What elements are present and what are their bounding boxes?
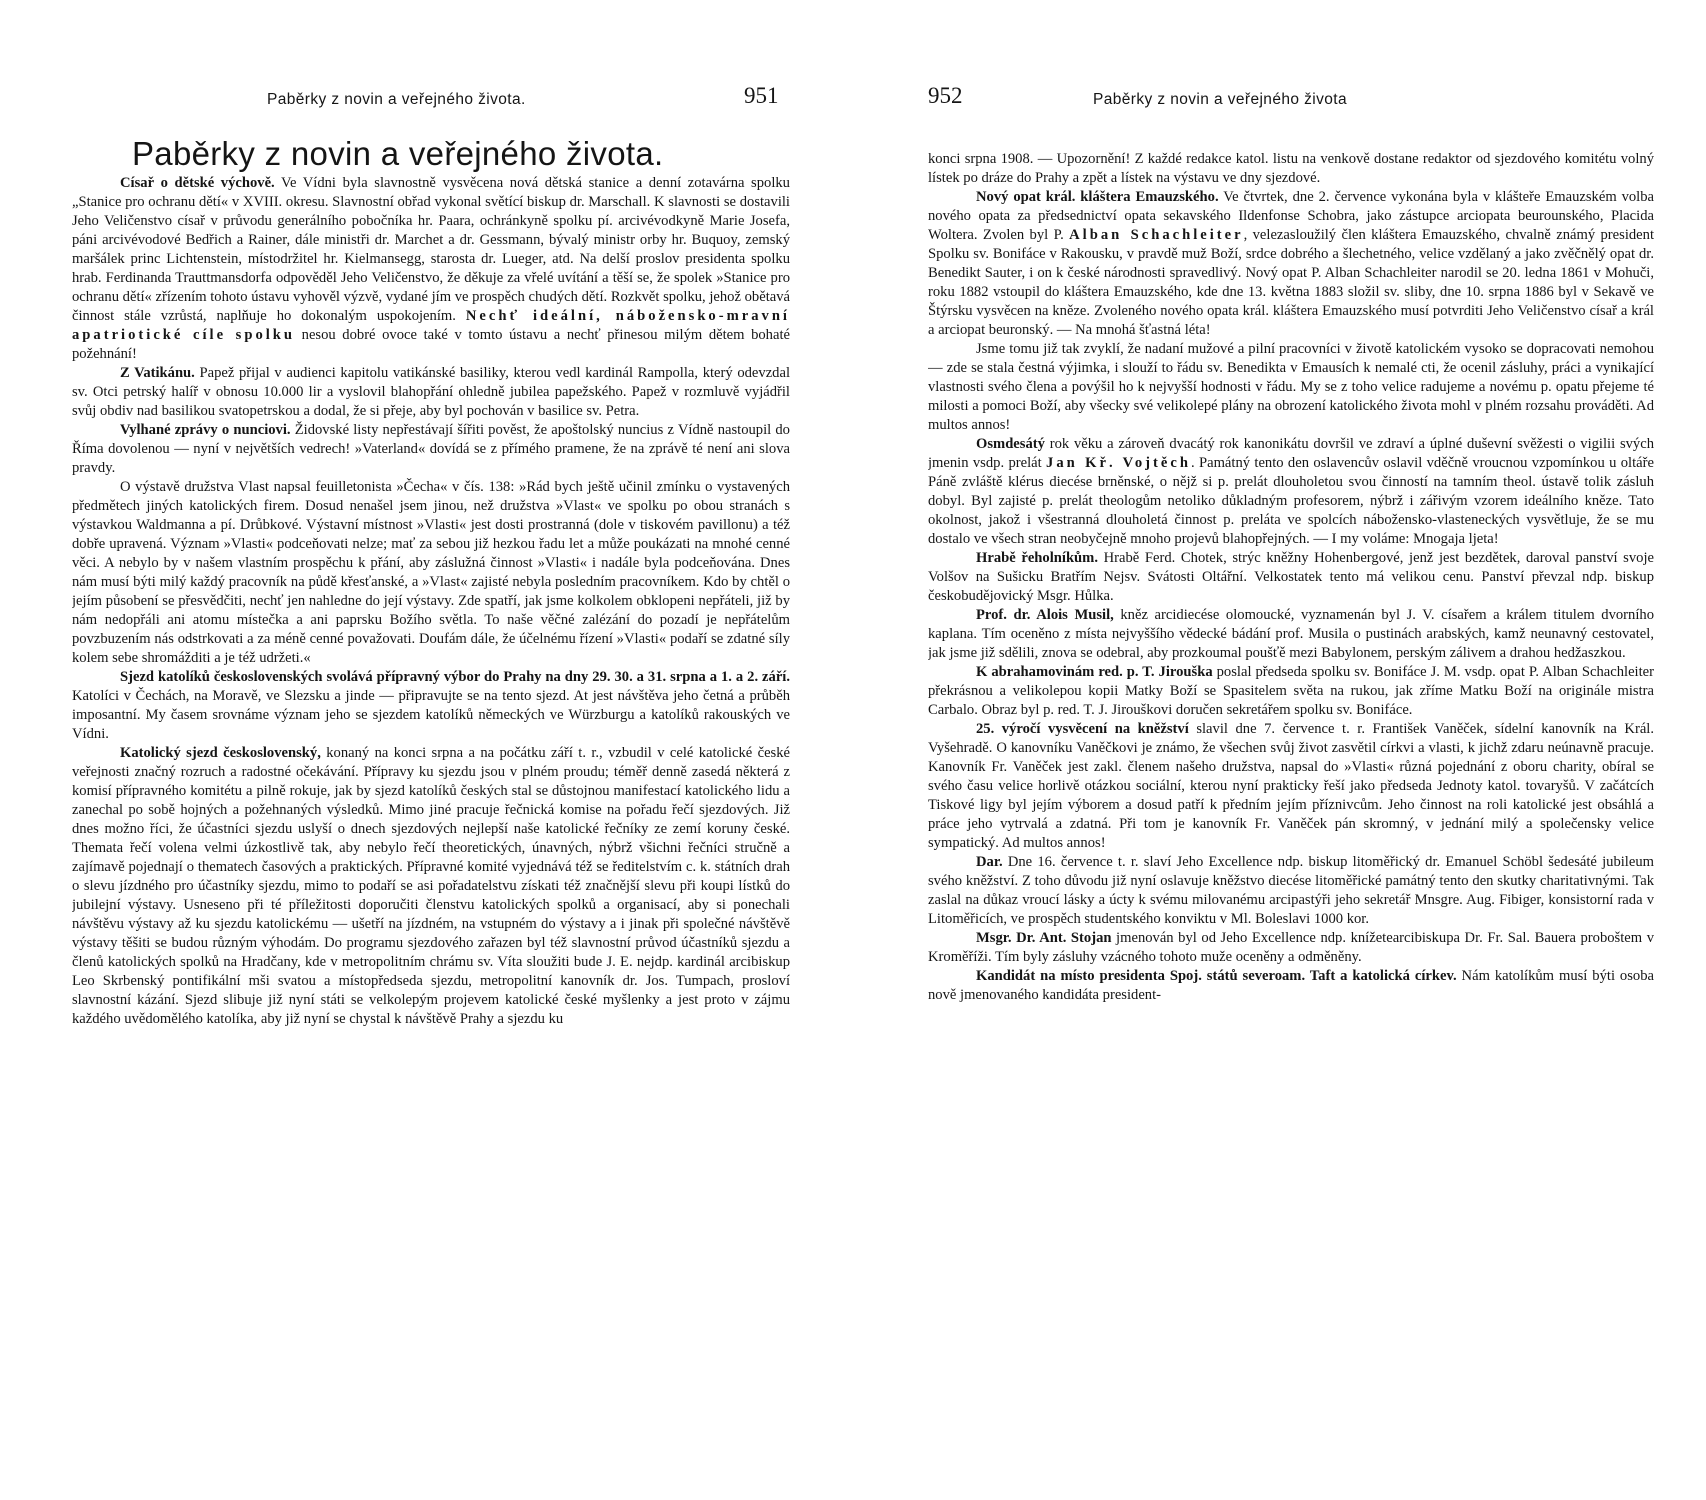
paragraph-text: Jsme tomu již tak zvyklí, že nadaní mužové a pilní pracovníci v životě katolickém vysoko se dopracovati nemohou — zde se stala čestná výjimka, i slouží to řádu sv. Benedikta v Emausích k nemalé cti, že ocenil zásluhy, práci a vynikající vlastnosti svého člena a povýšil ho k nejvyšší hodnosti v řádu. My se z toho velice radujeme a novému p. opatu přejeme té milosti a pomoci Boží, aby všecky své velikolepé plány na obrození katolického života mohl v plném rozsahu prováděti. Ad multos annos! <box>928 341 1654 433</box>
paragraph-novy-opat <box>928 188 1654 340</box>
paragraph-heading: Nový opat král. kláštera Emauzského. <box>976 189 1219 205</box>
paragraph-cisar <box>72 174 790 364</box>
paragraph-text: Židovské listy nepřestávají šířiti pověst, že apoštolský nuncius z Vídně nastoupil do Říma dovolenou — nyní v největších vedrech! »Vaterland« dovídá se z přímého pramene, že na zprávě té není ani slova pravdy. <box>72 422 790 476</box>
left-page-number: 951 <box>744 83 779 108</box>
paragraph-dar <box>928 853 1654 929</box>
paragraph-heading: Sjezd katolíků československých svolává přípravný výbor do Prahy na dny 29. 30. a 31. srpna a 1. a 2. září. <box>120 669 790 685</box>
paragraph-text: kněz arcidiecése olomoucké, vyznamenán byl J. V. císařem a králem titulem dvorního kaplana. Tím oceněno z místa nejvyššího vědecké bádání prof. Musila o pustinách arabských, kamž neunavný cestovatel, jak jsme již sdělili, znova se odebral, aby prozkoumal poušťě mezi Babylonem, perským zálivem a drahou hedžaszkou. <box>928 607 1654 661</box>
right-running-title: Paběrky z novin a veřejného života <box>1093 91 1347 108</box>
spaced-emphasis: Jan Kř. Vojtěch <box>1046 455 1191 471</box>
paragraph-text: Hrabě Ferd. Chotek, strýc kněžny Hohenbergové, jenž jest bezdětek, daroval panství svoje Volšov na Sušicku Bratřím Nejsv. Svátosti Oltářní. Velkostatek tento má velikou cenu. Panství převzal ndp. biskup českobudějovický Msgr. Hůlka. <box>928 550 1654 604</box>
paragraph-heading: Vylhané zprávy o nunciovi. <box>120 422 291 438</box>
paragraph-heading: Kandidát na místo presidenta Spoj. států severoam. Taft a katolická církev. <box>976 968 1457 984</box>
paragraph-musil <box>928 606 1654 663</box>
paragraph-vystava-vlast <box>72 478 790 668</box>
paragraph-text: Ve čtvrtek, dne 2. července vykonána byla v klášteře Emauzském volba nového opata za předsednictví opata sekavského Ildenfonse Schobra, jako zástupce arciopata beurounského, Placida Woltera. Zvolen byl P. <box>928 189 1654 243</box>
paragraph-text: Nám katolíkům musí býti osoba nově jmenovaného kandidáta president- <box>928 968 1654 1003</box>
right-page <box>853 0 1706 1500</box>
paragraph-text: slavil dne 7. července t. r. František Vaněček, sídelní kanovník na Král. Vyšehradě. O kanovníku Vaněčkovi je známo, že všechen svůj život zasvětil církvi a vlasti, k jichž zdaru neúnavně pracuje. Kanovník Fr. Vaněček jest zakl. členem našeho družstva, napsal do »Vlasti« různá pojednání z oboru charity, obíral se svého času velice horlivě otázkou sociální, kterou nyní prakticky řeší jako předseda Jednoty katol. tovaryšů. V začátcích Tiskové ligy byl jejím výborem a dosud patří k předním jejím příznivcům. Jeho činnost na roli katolické jest obsáhlá a práce jeho vytrvalá a zdatná. Při tom je kanovník Fr. Vaněček pán skromný, v jednání milý a společensky velice sympatický. Ad multos annos! <box>928 721 1654 851</box>
paragraph-stojan <box>928 929 1654 967</box>
article-title: Paběrky z novin a veřejného života. <box>132 135 664 172</box>
paragraph-text-tail: nesou dobré ovoce také v tomto ústavu a nechť přinesou milým dětem bohaté požehnání! <box>72 327 790 362</box>
spaced-emphasis: Nechť ideální, nábožensko-mravní apatriotické cíle spolku <box>72 308 790 343</box>
paragraph-taft <box>928 967 1654 1005</box>
paragraph-heading: Dar. <box>976 854 1003 870</box>
paragraph-text: rok věku a zároveň dvacátý rok kanonikátu dovršil ve zdraví a úplné duševní svěžesti o vigilii svých jmenin vsdp. prelát <box>928 436 1654 471</box>
paragraph-jirousek <box>928 663 1654 720</box>
paragraph-text: jmenován byl od Jeho Excellence ndp. knížetearcibiskupa Dr. Fr. Sal. Bauera proboštem v Kroměříži. Tím byly zásluhy vzácného tohoto muže oceněny a odměněny. <box>928 930 1654 965</box>
paragraph-text: konci srpna 1908. — Upozornění! Z každé redakce katol. listu na venkově dostane redaktor od sjezdového komitétu volný lístek po dráze do Prahy a zpět a lístek na výstavu ve dny sjezdové. <box>928 151 1654 186</box>
right-running-head <box>928 83 1648 119</box>
paragraph-vanecek <box>928 720 1654 853</box>
paragraph-text-tail: , velezasloužilý člen kláštera Emauzského, chvalně známý president Spolku sv. Bonifáce v Rakousku, v pravdě muž Boží, srdce dobrého a šlechetného, velice vzdělaný a jako zvěčnělý opat dr. Benedikt Sauter, i on k české národnosti spravedlivý. Nový opat P. Alban Schachleiter narodil se 20. ledna 1861 v Mohuči, roku 1882 vstoupil do kláštera Emauzského, kde dne 13. května 1883 složil sv. sliby, dne 10. srpna 1886 byl v Sekavě ve Štýrsku vysvěcen na kněze. Zvoleného nového opata král. kláštera Emauzského musí potvrditi Jeho Veličenstvo císař a král a arciopat beuronský. — Na mnohá šťastná léta! <box>928 227 1654 338</box>
paragraph-heading: Císař o dětské výchově. <box>120 175 275 191</box>
right-page-number: 952 <box>928 83 963 108</box>
paragraph-heading: Hrabě řeholníkům. <box>976 550 1098 566</box>
paragraph-heading: Msgr. Dr. Ant. Stojan <box>976 930 1112 946</box>
paragraph-text-tail: . Památný tento den oslavencův oslavil vděčně vroucnou vzpomínkou u oltáře Páně zvláště klérus diecése brněnské, o nějž si p. prelát dlouholetou svou činností na tamním theol. ústavě tolik zásluh dobyl. Byl zajisté p. prelát theologům netoliko důkladným profesorem, nýbrž i zářivým vzorem ideálního kněze. Tato okolnost, jakož i všestranná dlouholetá činnost p. preláta ve spolcích nábožensko-vlasteneckých vysvětluje, že se mu dostalo ve všech stran neobyčejně mnoho projevů blahopřejných. — I my voláme: Mnogaja ljeta! <box>928 455 1654 547</box>
paragraph-text: Papež přijal v audienci kapitolu vatikánské basiliky, kterou vedl kardinál Rampolla, který odevzdal sv. Otci petrský halíř v obnosu 10.000 lir a vyslovil blahopřání ohledně jubilea papežského. Papež v rozmluvě vyjádřil svůj obdiv nad basilikou svatopetrskou a dodal, že si přeje, aby byl pochován v basilice sv. Petra. <box>72 365 790 419</box>
paragraph-heading: Osmdesátý <box>976 436 1045 452</box>
right-text-column <box>928 150 1654 1480</box>
paragraph-heading: K abrahamovinám red. p. T. Jirouška <box>976 664 1213 680</box>
paragraph-sjezd-svolava <box>72 668 790 744</box>
paragraph-nuncius <box>72 421 790 478</box>
left-running-head <box>72 83 787 119</box>
paragraph-text: Ve Vídni byla slavnostně vysvěcena nová dětská stanice a denní zotavárna spolku „Stanice pro ochranu dětí« v XVIII. okresu. Slavnostní obřad vykonal světící biskup dr. Marschall. K slavnosti se dostavili Jeho Veličenstvo císař v průvodu generálního pobočníka hr. Paara, ochránkyně spolku pí. arcivévodkyně Marie Josefa, páni arcivévodové Bedřich a Rainer, dále ministři dr. Marchet a dr. Gessmann, bývalý ministr orby hr. Buquoy, zemský maršálek princ Lichtenstein, místodržitel hr. Kielmansegg, starosta dr. Lueger, atd. Na delší proslov presidenta spolku hrab. Ferdinanda Trauttmansdorfa odpověděl Jeho Veličenstvo, že děkuje za vřelé uvítání a těší se, že spolek »Stanice pro ochranu dětí« zřízením tohoto ústavu vyhověl výzvě, vydané jím ve prospěch chudých dětí. Rozkvět spolku, jehož obětavá činnost stále vzrůstá, naplňuje ho dokonalým uspokojením. <box>72 175 790 324</box>
paragraph-osmdesaty <box>928 435 1654 549</box>
paragraph-text: konaný na konci srpna a na počátku září t. r., vzbudil v celé katolické české veřejnosti značný rozruch a radostné očekávání. Přípravy ku sjezdu jsou v plném proudu; téměř denně zasedá některá z komisí přípravného komitétu a pilně rokuje, jak by sjezd katolíků českých stal se důstojnou manifestací katolického lidu a zanechal po sobě hojných a požehnaných výsledků. Mimo jiné pracuje řečnická komise na pořadu řečí sjezdových. Již dnes možno říci, že účastníci sjezdu uslyší o dnech sjezdových nejlepší naše katolické řečníky ze zemí koruny české. Themata řečí volena velmi úzkostlivě tak, aby nebylo řečí theoretických, únavných, nýbrž všichni řečníci stručně a zajímavě pojednají o thematech časových a praktických. Přípravné komité vyjednává též se ředitelstvím c. k. státních drah o slevu jízdného pro účastníky sjezdu, mimo to podaří se asi pořadatelstvu získati též značnější slevu při koupi lístků do jubilejní výstavy. Usneseno při té příležitosti doporučiti členstvu katolických spolků a organisací, aby si ponechali návštěvu výstavy až ku sjezdu katolickému — ušetří na jízdném, na vstupném do výstavy a i jinak při společné návštěvě výstavy těšiti se budou různým výhodám. Do programu sjezdového zařazen byl též slavnostní průvod účastníků sjezdu a členů katolických spolků na Hradčany, kde v metropolitním chrámu sv. Víta sloužiti bude J. E. nejdp. kardinál arcibiskup Leo Skrbenský pontifikální mši svatou a místopředseda sjezdu, metropolitní kanovník dr. Jos. Tumpach, prosloví slavnostní kázání. Sjezd slibuje již nyní státi se velkolepým projevem katolické české myšlenky a jest proto v zájmu každého uvědomělého katolíka, aby již nyní se chystal k návštěvě Prahy a sjezdu ku <box>72 745 790 1027</box>
paragraph-jsme-tomu <box>928 340 1654 435</box>
paragraph-heading: Prof. dr. Alois Musil, <box>976 607 1114 623</box>
paragraph-text: Dne 16. července t. r. slaví Jeho Excellence ndp. biskup litoměřický dr. Emanuel Schöbl šedesáté jubileum svého kněžství. Z toho důvodu již nyní oslavuje kněžstvo diecése litoměřické památný tento den skutky charitativnými. Tak zaslal na důkaz vroucí lásky a úcty k svému milovanému arcipastýři jeho sekretář Mnsgre. Aug. Fibiger, konsistorní rada v Litoměřicích, ve prospěch studentského konviktu v Ml. Boleslavi 1000 kor. <box>928 854 1654 927</box>
paragraph-heading: Katolický sjezd československý, <box>120 745 321 761</box>
left-running-title: Paběrky z novin a veřejného života. <box>267 91 526 108</box>
left-text-column <box>72 174 790 1474</box>
paragraph-text: poslal předseda spolku sv. Bonifáce J. M. vsdp. opat P. Alban Schachleiter překrásnou a velikolepou kopii Matky Boží se Spasitelem světa na rukou, jak zříme Matku Boží na originále mistra Carbalo. Obraz byl p. red. T. J. Jirouškovi doručen sekretářem spolku sv. Bonifáce. <box>928 664 1654 718</box>
spaced-emphasis: Alban Schachleiter <box>1069 227 1244 243</box>
paragraph-hrabe <box>928 549 1654 606</box>
paragraph-katolicky-sjezd <box>72 744 790 1029</box>
paragraph-heading: 25. výročí vysvěcení na kněžství <box>976 721 1189 737</box>
paragraph-text: Katolíci v Čechách, na Moravě, ve Slezsku a jinde — připravujte se na tento sjezd. At jest návštěva jeho četná a průběh imposantní. My časem srovnáme význam jeho se sjezdem katolíků německých ve Würzburgu a katolíků rakouských ve Vídni. <box>72 688 790 742</box>
paragraph-heading: Z Vatikánu. <box>120 365 195 381</box>
paragraph-vatikan <box>72 364 790 421</box>
paragraph-continuation <box>928 150 1654 188</box>
paragraph-text: O výstavě družstva Vlast napsal feuilletonista »Čecha« v čís. 138: »Rád bych ještě učinil zmínku o vystavených předmětech jiných katolických firem. Dosud nenašel jsem jinou, než družstva »Vlast« ve spolku po obou stranách s výstavkou Waldmanna a pí. Drůbkové. Výstavní místnost »Vlasti« jest dosti prostranná (dole v tiskovém pavillonu) a též dobře upravená. Význam »Vlasti« podceňovati nelze; mať za sebou již hezkou řadu let a může poukázati na mnohé cenné věci. A nebylo by v našem vlastním prospěchu k přání, aby záslužná činnost »Vlasti« i nadále byla podceňována. Dnes nám musí býti milý každý pracovník na půdě křesťanské, a »Vlast« zajisté nebyla posledním pracovníkem. Kdo by chtěl o jejím působení se přesvědčiti, nechť jen nahledne do její výstavy. Zde spatří, jak jsme kolkolem obklopeni nepřáteli, již by nám nedopřáli ani atomu místečka a ani paprsku Božího světla. To naše věčné zalézání do pozadí je nepřátelům povzbuzením nás odstrkovati a za méně cenné považovati. Doufám dále, že účelnému řízení »Vlasti« podaří se zdatné síly kolem sebe shromážditi a je též udržeti.« <box>72 479 790 666</box>
